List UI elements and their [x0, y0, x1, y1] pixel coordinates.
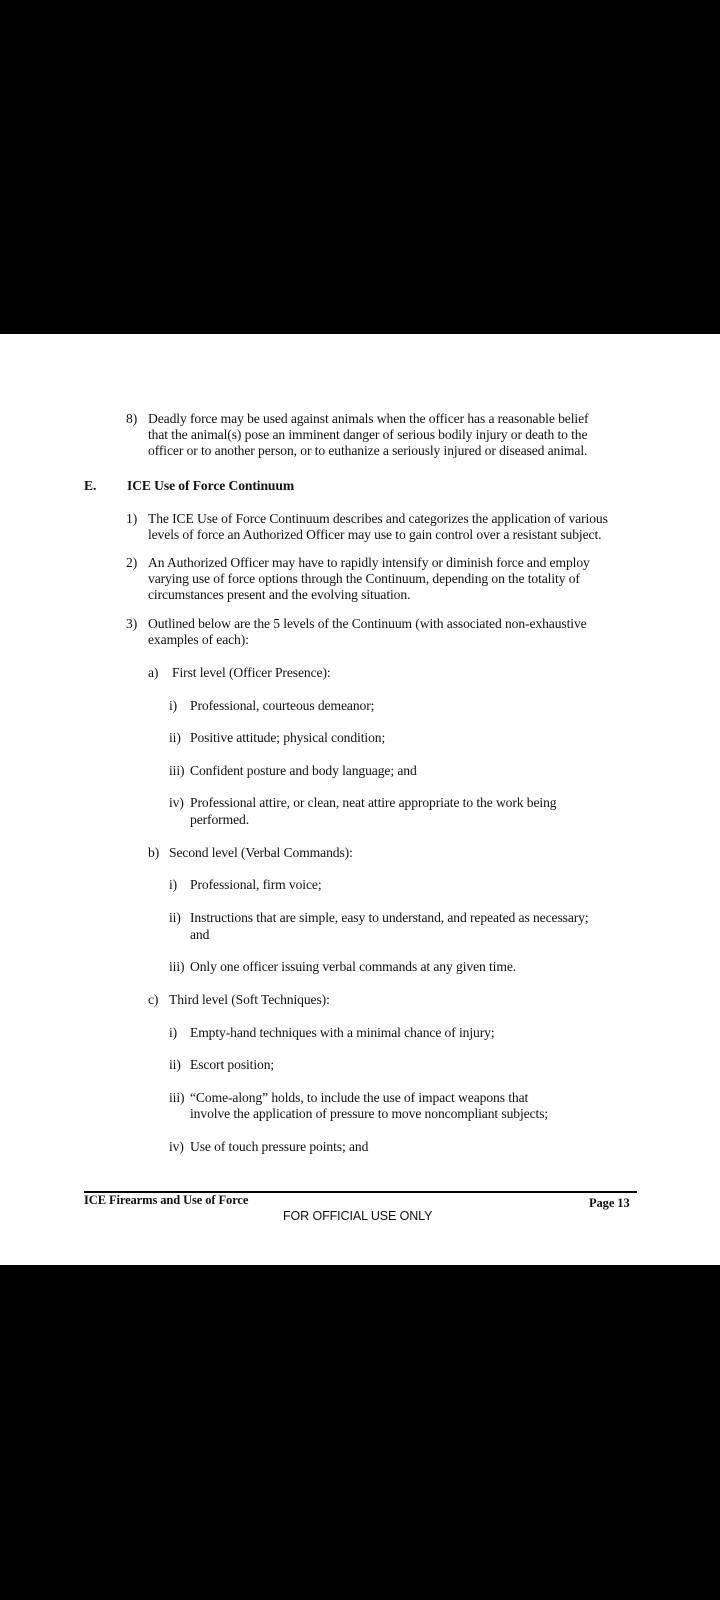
sub-number: iii) [169, 959, 185, 974]
list-number: 2) [126, 555, 138, 570]
paragraph-line: An Authorized Officer may have to rapidly intensify or diminish force and employ [148, 555, 590, 570]
sub-line: Professional attire, or clean, neat attire appropriate to the work being [190, 795, 557, 810]
sub-number: i) [169, 698, 178, 713]
sub-line: Only one officer issuing verbal commands at any given time. [190, 959, 517, 974]
sub-line: Empty-hand techniques with a minimal chance of injury; [190, 1025, 495, 1040]
level-letter: b) [148, 845, 160, 860]
section-title: ICE Use of Force Continuum [127, 478, 295, 493]
level-title: Second level (Verbal Commands): [169, 845, 353, 860]
paragraph-line: Deadly force may be used against animals when the officer has a reasonable belief [148, 411, 589, 426]
sub-number: ii) [169, 730, 181, 745]
sub-line: Professional, courteous demeanor; [190, 698, 375, 713]
sub-number: iv) [169, 795, 184, 810]
sub-number: ii) [169, 910, 181, 925]
level-title: Third level (Soft Techniques): [169, 992, 330, 1007]
paragraph-line: circumstances present and the evolving situation. [148, 587, 411, 602]
sub-number: i) [169, 1025, 178, 1040]
sub-line: Professional, firm voice; [190, 877, 322, 892]
sub-line: Escort position; [190, 1057, 275, 1072]
level-letter: c) [148, 992, 159, 1007]
list-number: 1) [126, 511, 138, 526]
footer-title: ICE Firearms and Use of Force [84, 1193, 249, 1207]
sub-number: iii) [169, 1090, 185, 1105]
document-page [0, 334, 720, 1265]
paragraph-line: that the animal(s) pose an imminent danger of serious bodily injury or death to the [148, 427, 588, 442]
sub-line: Confident posture and body language; and [190, 763, 417, 778]
section-letter: E. [84, 478, 97, 493]
sub-number: iv) [169, 1139, 184, 1154]
sub-line: Use of touch pressure points; and [190, 1139, 369, 1154]
sub-line: performed. [190, 812, 250, 827]
paragraph-line: levels of force an Authorized Officer may use to gain control over a resistant subject. [148, 527, 602, 542]
paragraph-line: Outlined below are the 5 levels of the Continuum (with associated non-exhaustive [148, 616, 587, 631]
sub-line: and [190, 927, 210, 942]
level-title: First level (Officer Presence): [172, 665, 331, 680]
sub-number: i) [169, 877, 178, 892]
paragraph-line: examples of each): [148, 632, 249, 647]
sub-line: “Come-along” holds, to include the use of impact weapons that [190, 1090, 529, 1105]
paragraph-line: The ICE Use of Force Continuum describes and categorizes the application of various [148, 511, 608, 526]
list-number: 8) [126, 411, 138, 426]
paragraph-line: officer or to another person, or to euthanize a seriously injured or diseased animal. [148, 443, 588, 458]
level-letter: a) [148, 665, 159, 680]
list-number: 3) [126, 616, 138, 631]
classification-label: FOR OFFICIAL USE ONLY [283, 1209, 433, 1223]
sub-line: Instructions that are simple, easy to understand, and repeated as necessary; [190, 910, 589, 925]
sub-line: involve the application of pressure to move noncompliant subjects; [190, 1106, 549, 1121]
paragraph-line: varying use of force options through the Continuum, depending on the totality of [148, 571, 580, 586]
sub-number: iii) [169, 763, 185, 778]
sub-line: Positive attitude; physical condition; [190, 730, 386, 745]
sub-number: ii) [169, 1057, 181, 1072]
page-number: Page 13 [589, 1196, 630, 1210]
